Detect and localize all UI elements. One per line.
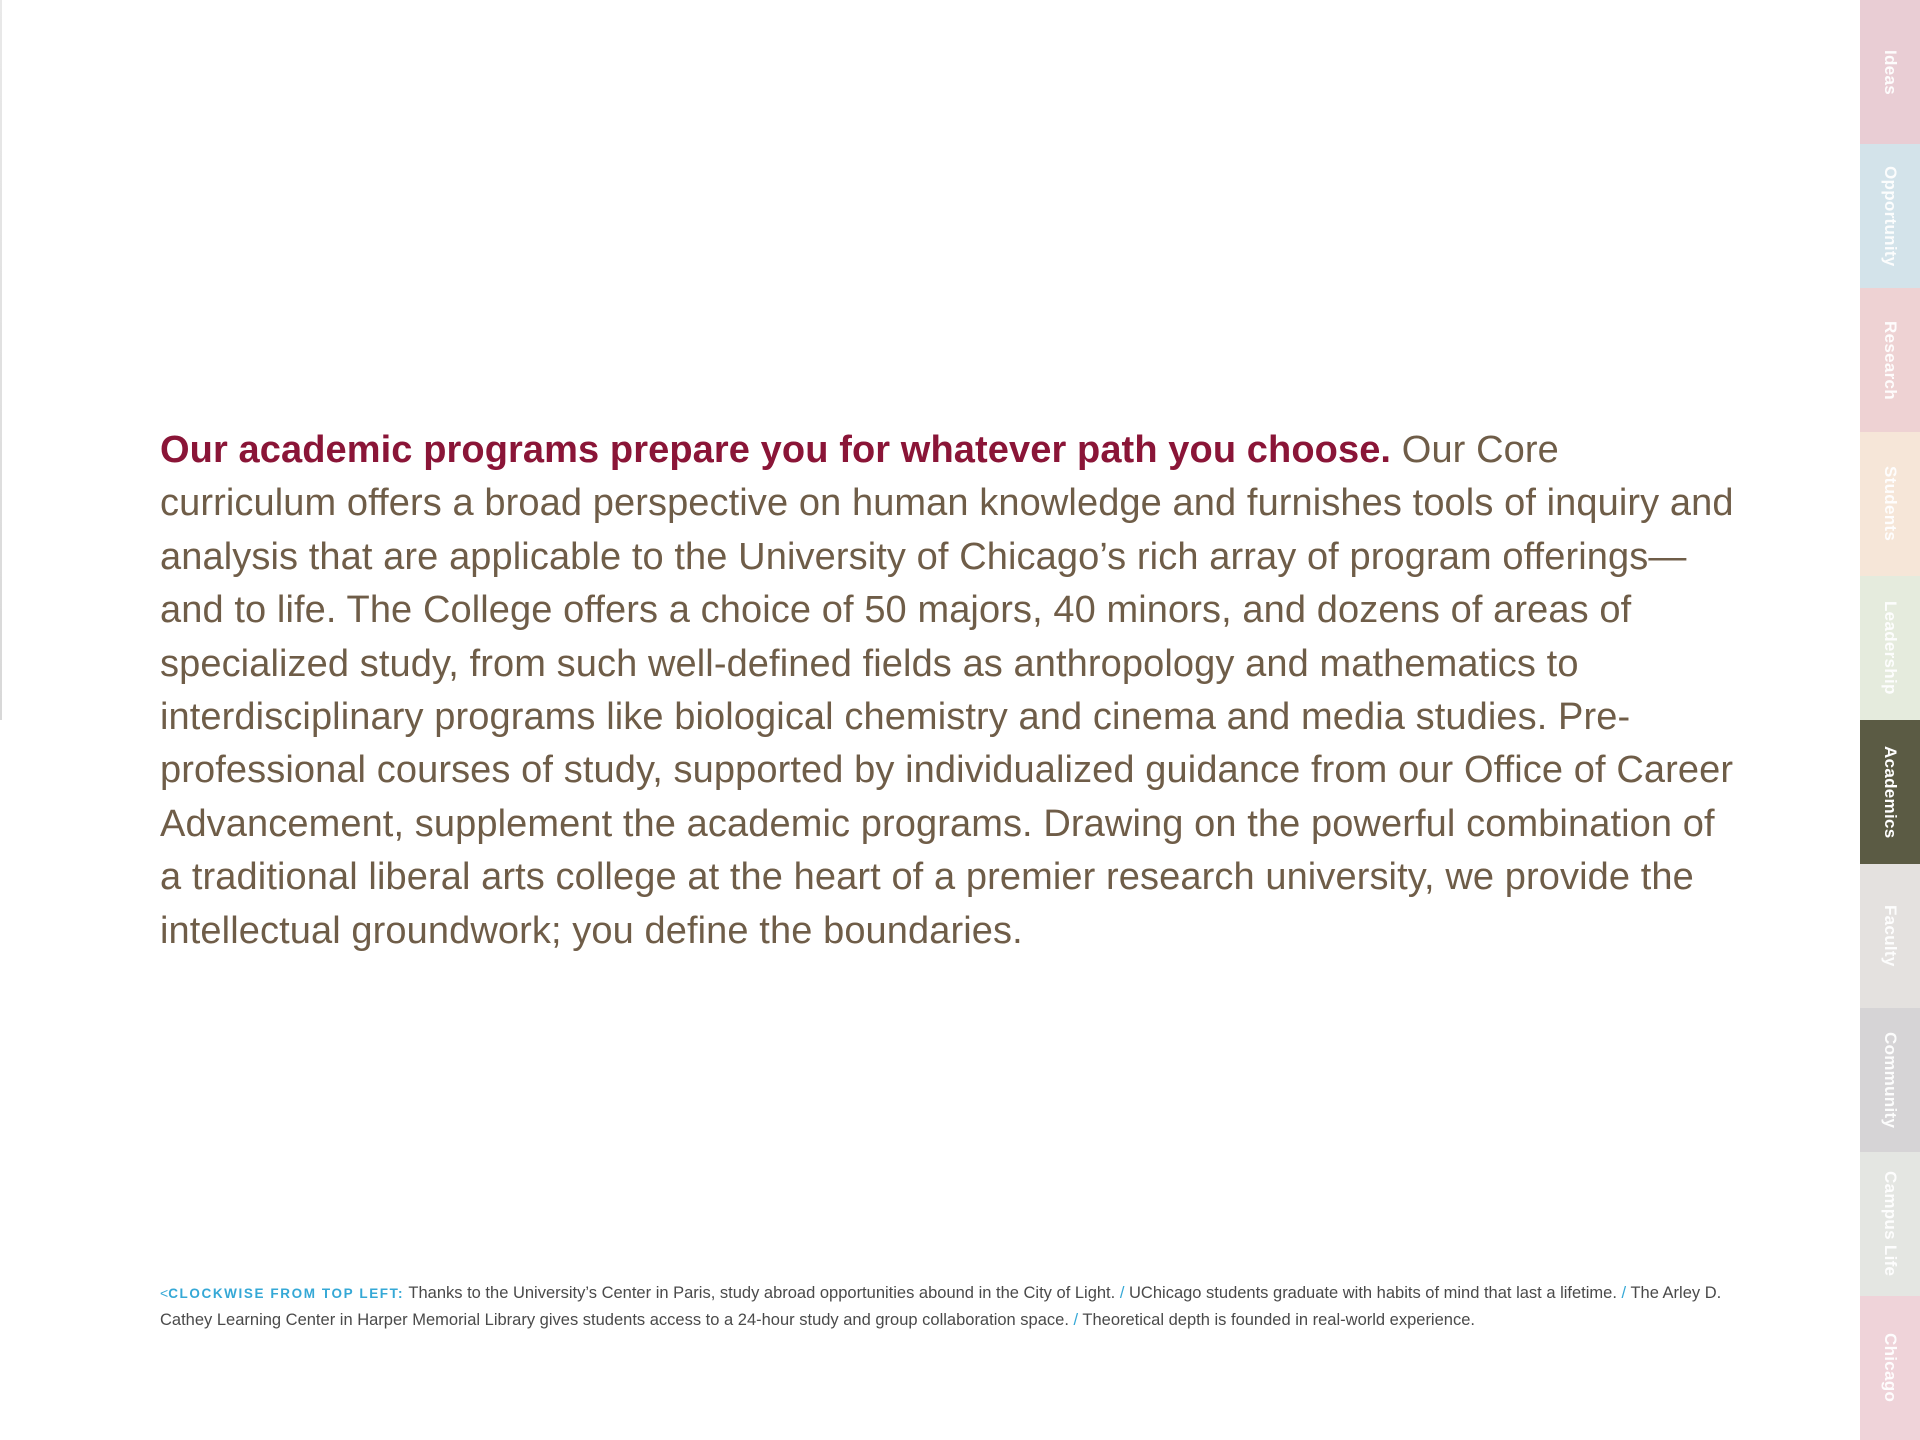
tab-label: Ideas [1881,49,1900,95]
tab-opportunity[interactable] [1860,144,1920,288]
section-tabs [1860,0,1920,1440]
tab-label: Chicago [1881,1333,1900,1403]
tab-students[interactable] [1860,432,1920,576]
tab-label: Campus Life [1881,1171,1900,1277]
caption-item: Thanks to the University’s Center in Paris, study abroad opportunities abound in the City of Light. [408,1284,1116,1302]
caption-arrow-icon: < [160,1285,169,1301]
caption-item: The Arley D. Cathey Learning Center in Harper Memorial Library gives students access to a 24-hour study and group collaboration space. [160,1284,1722,1329]
tab-academics[interactable] [1860,720,1920,864]
tab-chicago[interactable] [1860,1296,1920,1440]
tab-label: Research [1881,320,1900,400]
tab-campus-life[interactable] [1860,1152,1920,1296]
tab-label: Academics [1881,745,1900,839]
body-text: Our Core curriculum offers a broad perspective on human knowledge and furnishes tools of inquiry and analysis that are applicable to the University of Chicago’s rich array of program offerings—and to life. The College offers a choice of 50 majors, 40 minors, and dozens of areas of specialized study, from such well-defined fields as anthropology and mathematics to interdisciplinary programs like biological chemistry and cinema and media studies. Pre-professional courses of study, supported by individualized guidance from our Office of Career Advancement, supplement the academic programs. Drawing on the powerful combination of a traditional liberal arts college at the heart of a premier research university, we provide the intellectual groundwork; you define the boundaries. [160,429,1734,952]
caption-separator: / [1621,1284,1627,1302]
tab-label: Students [1881,466,1900,542]
tab-community[interactable] [1860,1008,1920,1152]
tab-label: Faculty [1881,905,1900,967]
tab-leadership[interactable] [1860,576,1920,720]
caption-item: UChicago students graduate with habits of mind that last a lifetime. [1129,1284,1617,1302]
caption-separator: / [1073,1311,1079,1329]
tab-ideas[interactable] [1860,0,1920,144]
tab-label: Community [1881,1031,1900,1129]
caption-separator: / [1119,1284,1125,1302]
caption-label: CLOCKWISE FROM TOP LEFT: [168,1286,405,1301]
page-gutter-line [0,0,2,720]
tab-label: Opportunity [1881,165,1900,267]
photo-caption [160,1280,1740,1334]
tab-label: Leadership [1881,601,1900,695]
tab-research[interactable] [1860,288,1920,432]
lead-sentence: Our academic programs prepare you for whatever path you choose. [160,429,1392,471]
caption-item: Theoretical depth is founded in real-world experience. [1082,1311,1475,1329]
body-paragraph [160,424,1740,958]
tab-faculty[interactable] [1860,864,1920,1008]
